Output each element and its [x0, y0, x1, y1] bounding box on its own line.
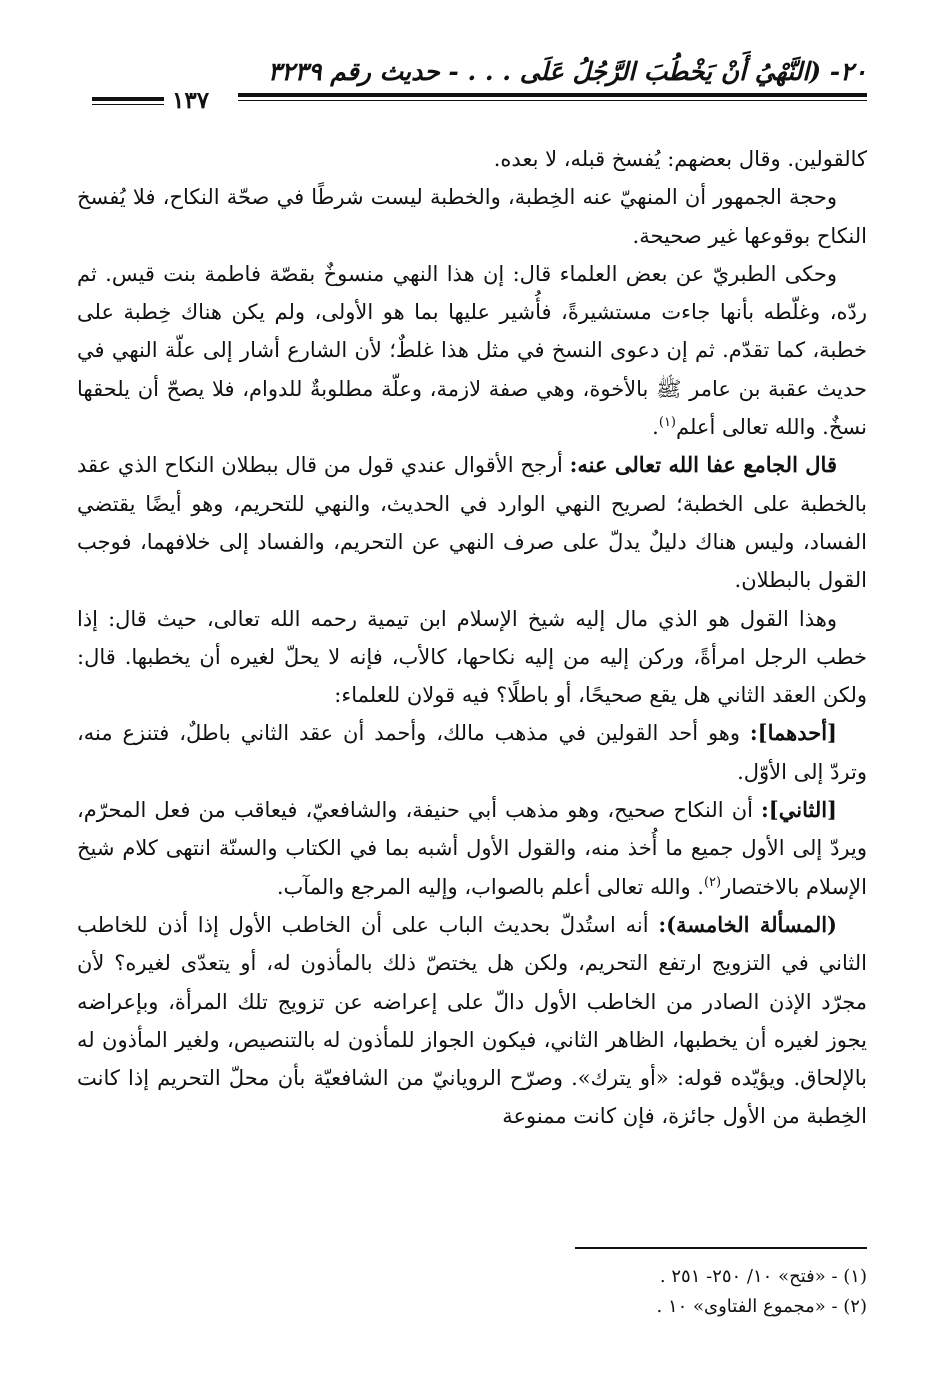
paragraph-text: أنه استُدلّ بحديث الباب على أن الخاطب الأول إذا أذن للخاطب الثاني في التزويج ارتفع التحريم، ولكن هل يختصّ ذلك بالمأذون له، أو يتعدّى لغيره؟ لأن مجرّد الإذن الصادر من الخاطب الأول دالّ على إعراضه عن تزويج تلك المرأة، وبإعراضه يجوز لغيره أن يخطبها، الظاهر الثاني، فيكون الجواز للمأذون له بالتنصيص، ولغير المأذون له بالإلحاق. ويؤيّده قوله: «أو يترك». وصرّح الرويانيّ من الشافعيّة بأن محلّ التحريم إذا كانت الخِطبة من الأول جائزة، فإن كانت ممنوعة	[77, 912, 868, 1129]
header-rule-left-thin	[92, 104, 164, 105]
header-rule-left	[92, 97, 164, 101]
footnote-2: (٢) - «مجموع الفتاوى» ١٠ .	[656, 1296, 867, 1317]
paragraph-8	[77, 906, 867, 1136]
paragraph-6	[77, 714, 867, 791]
header-rule-thin	[238, 100, 867, 101]
paragraph-lead: (المسألة الخامسة):	[658, 911, 837, 937]
paragraph-3	[77, 255, 867, 446]
paragraph-lead: [أحدهما]:	[749, 720, 837, 746]
page-number: ١٣٧	[172, 87, 210, 114]
footnote-ref-1[interactable]: (١)	[658, 415, 676, 431]
footnote-separator	[575, 1247, 867, 1249]
header-rule	[238, 93, 867, 97]
running-header-title: ٢٠- (النَّهْيُ أَنْ يَخْطُبَ الرَّجُلُ عَلَى . . . - حديث رقم ٣٢٣٩	[267, 57, 867, 86]
paragraph-text: كالقولين. وقال بعضهم: يُفسخ قبله، لا بعده.	[493, 147, 867, 171]
paragraph-lead: قال الجامع عفا الله تعالى عنه:	[569, 452, 837, 478]
body-text	[77, 140, 867, 1136]
paragraph-text: وحجة الجمهور أن المنهيّ عنه الخِطبة، والخطبة ليست شرطًا في صحّة النكاح، فلا يُفسخ النكاح بوقوعها غير صحيحة.	[77, 185, 867, 248]
paragraph-1	[77, 140, 867, 178]
paragraph-text: وهذا القول هو الذي مال إليه شيخ الإسلام ابن تيمية رحمه الله تعالى، حيث قال: إذا خطب الرجل امرأةً، وركن إليه من إليه نكاحها، كالأب، فإنه لا يحلّ لغيره أن يخطبها. قال: ولكن العقد الثاني هل يقع صحيحًا، أو باطلًا؟ فيه قولان للعلماء:	[77, 606, 867, 708]
paragraph-lead: [الثاني]:	[761, 797, 837, 823]
paragraph-2	[77, 178, 867, 255]
footnotes	[77, 1262, 867, 1322]
footnote-ref-2[interactable]: (٢)	[703, 874, 722, 890]
paragraph-text: وحكى الطبريّ عن بعض العلماء قال: إن هذا النهي منسوخٌ بقصّة فاطمة بنت قيس. ثم ردّه، وغلّطه بأنها جاءت مستشيرةً، فأُشير عليها بما هو الأولى، ولم يكن هناك خِطبة على خطبة، كما تقدّم. ثم إن دعوى النسخ في مثل هذا غلطٌ؛ لأن الشارع أشار إلى علّة النهي في حديث عقبة بن عامر ﷺ بالأخوة، وهي صفة لازمة، وعلّة مطلوبةٌ للدوام، فلا يصحّ أن يلحقها نسخٌ. والله تعالى أعلم	[77, 261, 867, 440]
paragraph-text: أرجح الأقوال عندي قول من قال ببطلان النكاح الذي عقد بالخطبة على الخطبة؛ لصريح النهي الوارد في الحديث، والنهي للتحريم، وهو أيضًا يقتضي الفساد، وليس هناك دليلٌ يدلّ على صرف النهي عن التحريم، والفساد إلى خلافهما، فوجب القول بالبطلان.	[77, 453, 867, 593]
paragraph-text: وهو أحد القولين في مذهب مالك، وأحمد أن عقد الثاني باطلٌ، فتنزع منه، وتردّ إلى الأوّل.	[77, 721, 867, 784]
footnote-1: (١) - «فتح» ١٠/ ٢٥٠- ٢٥١ .	[659, 1266, 867, 1287]
paragraph-4	[77, 446, 867, 599]
paragraph-5	[77, 600, 867, 715]
paragraph-tail: .	[652, 415, 659, 440]
paragraph-7	[77, 791, 867, 906]
paragraph-tail: . والله تعالى أعلم بالصواب، وإليه المرجع والمآب.	[276, 874, 704, 899]
paragraph-text: أن النكاح صحيح، وهو مذهب أبي حنيفة، والشافعيّ، فيعاقب من فعل المحرّم، ويردّ إلى الأول جميع ما أُخذ منه، والقول الأول أشبه بما في الكتاب والسنّة انتهى كلام شيخ الإسلام بالاختصار	[77, 798, 867, 899]
